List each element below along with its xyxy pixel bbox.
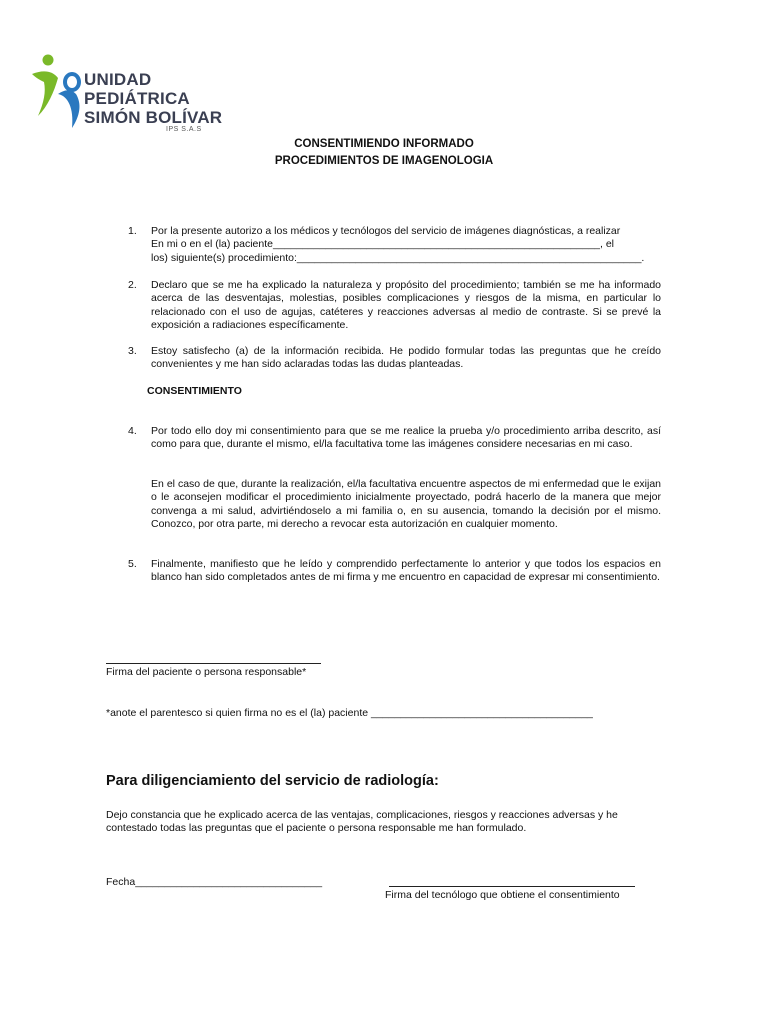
item-3-text: Estoy satisfecho (a) de la información recibida. He podido formular todas las preguntas que he creído convenientes y me han sido aclaradas todas las dudas planteadas. xyxy=(151,345,661,371)
item-4-text: Por todo ello doy mi consentimiento para que se me realice la prueba y/o procedimiento arriba descrito, así como para que, durante el mismo, el/la facultativa tome las imágenes considere necesarias en mi caso. xyxy=(151,425,661,451)
logo-line-3: SIMÓN BOLÍVAR xyxy=(84,108,223,127)
item-number: 3. xyxy=(128,345,137,357)
item-5-text: Finalmente, manifiesto que he leído y comprendido perfectamente lo anterior y que todos los espacios en blanco han sido completados antes de mi firma y me encuentro en capacidad de expresar mi consentimiento. xyxy=(151,558,661,584)
patient-signature-label: Firma del paciente o persona responsable* xyxy=(106,666,307,678)
item-number: 5. xyxy=(128,558,137,570)
item-4-extra-text: En el caso de que, durante la realización, el/la facultativa encuentre aspectos de mi enfermedad que le exijan o le aconsejen modificar el procedimiento inicialmente proyectado, podrá hacerlo de la manera que mejor convenga a mi salud, advirtiéndoselo a mi familia o, en su ausencia, tomando la decisión por el mismo. Conozco, por otra parte, mi derecho a revocar esta autorización en cualquier momento. xyxy=(151,478,661,531)
item-2-text: Declaro que se me ha explicado la naturaleza y propósito del procedimiento; también se me ha informado acerca de las desventajas, molestias, posibles complicaciones y riesgos de la misma, en particular lo relacionado con el uso de agujas, catéteres y reacciones adversas al medio de contraste. Si se prevé la exposición a radiaciones específicamente. xyxy=(151,279,661,332)
logo-text xyxy=(84,70,222,127)
radiology-heading: Para diligenciamiento del servicio de radiología: xyxy=(106,773,439,789)
document-subtitle: PROCEDIMIENTOS DE IMAGENOLOGIA xyxy=(274,155,494,167)
logo-line-2: PEDIÁTRICA xyxy=(84,89,190,108)
patient-signature-line[interactable] xyxy=(106,663,321,664)
date-label: Fecha xyxy=(106,876,136,888)
item-1-text xyxy=(151,225,644,265)
item-number: 1. xyxy=(128,225,137,237)
document-title: CONSENTIMIENDO INFORMADO xyxy=(294,138,474,150)
item-number: 4. xyxy=(128,425,137,437)
radiology-statement: Dejo constancia que he explicado acerca de las ventajas, complicaciones, riesgos y reacciones adversas y he contestado todas las preguntas que el paciente o persona responsable me han formulado. xyxy=(106,809,618,835)
logo-subtitle: IPS S.A.S xyxy=(166,126,202,133)
technologist-signature-line[interactable] xyxy=(389,886,635,887)
date-blank[interactable]: ________________________________ xyxy=(135,876,323,888)
item-1-line-1: Por la presente autorizo a los médicos y tecnólogos del servicio de imágenes diagnósticas, a realizar xyxy=(151,225,621,237)
consent-heading: CONSENTIMIENTO xyxy=(147,385,242,397)
relationship-note: *anote el parentesco si quien firma no es el (la) paciente ______________________________________ xyxy=(106,707,593,719)
company-logo xyxy=(28,48,223,136)
logo-line-1: UNIDAD xyxy=(84,70,152,89)
item-1-line-3: los) siguiente(s) procedimiento:___________________________________________________________. xyxy=(151,251,645,264)
date-field[interactable] xyxy=(106,876,322,889)
technologist-signature-label: Firma del tecnólogo que obtiene el consentimiento xyxy=(385,889,620,901)
item-1-line-2: En mi o en el (la) paciente________________________________________________________, el xyxy=(151,238,615,251)
item-number: 2. xyxy=(128,279,137,291)
